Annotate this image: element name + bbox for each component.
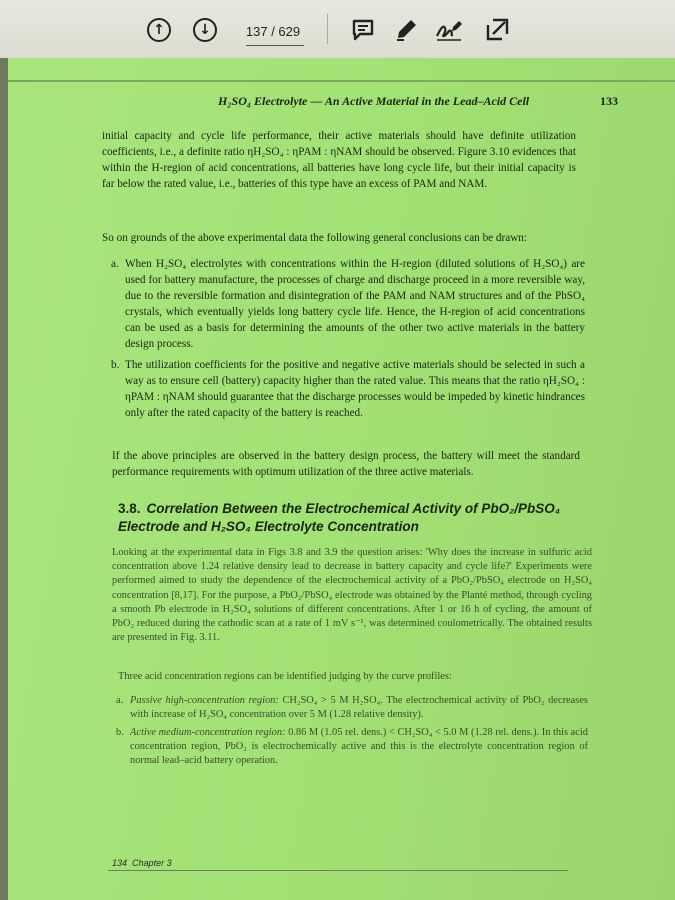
running-head-page-number: 133: [600, 94, 618, 108]
section-number: 3.8.: [118, 501, 141, 516]
list-text: The utilization coefficients for the positive and negative active materials should be selected in such a way as to ensure cell (battery) capacity higher than the rated value. This means that the ratio ηH₂SO₄ : ηPAM : ηNAM should guarantee that the discharge processes would be impeded by kinetic hindrances only after the rated capacity of the battery is reached.: [125, 359, 585, 419]
page-counter-underline: [246, 45, 304, 46]
page-counter[interactable]: [232, 20, 314, 42]
viewer-toolbar: [0, 0, 675, 58]
total-pages: / 629: [271, 23, 301, 39]
region-item: [116, 694, 588, 722]
list-marker: b.: [111, 359, 120, 371]
list-marker: a.: [111, 258, 119, 270]
section-paragraph: Looking at the experimental data in Figs 3.8 and 3.9 the question arises: 'Why does the increase in sulfuric acid concentration above 1.24 relative density lead to decrease in battery capacity and cycle life?' Experiments were performed aimed to study the dependence of the electrochemical activity of a PbO₂/PbSO₄ electrode on H₂SO₄ concentration [8,17]. For the purpose, a PbO₂/PbSO₄ electrode was obtained by the Planté method, through cycling a smooth Pb electrode in H₂SO₄ solutions of different concentrations. After 1 or 16 h of cycling, the amount of PbO₂ reduced during the cathodic scan at a rate of 1 mV s⁻¹, was determined coulometrically. The obtained results are presented in Fig. 3.11.: [112, 547, 592, 644]
region-label: Passive high-concentration region:: [130, 695, 279, 706]
arrow-up-circle-icon[interactable]: ↑: [147, 18, 171, 42]
list-marker: b.: [116, 727, 124, 738]
regions-lead: Three acid concentration regions can be identified judging by the curve profiles:: [118, 671, 452, 682]
list-text: When H₂SO₄ electrolytes with concentrations within the H-region (diluted solutions of H₂SO₄) are used for battery manufacture, the processes of charge and discharge proceed in a more reversible way, due to the reversible formation and disintegration of the PAM and NAM structures and of the PbSO₄ crystals, which eventually yields long battery cycle life. Hence, the H-region of acid concentrations can be used as a basis for determining the amounts of the other two active materials in the battery design process.: [125, 258, 585, 350]
export-icon[interactable]: [483, 16, 511, 44]
signature-icon[interactable]: [435, 16, 463, 44]
region-text: 0.86 M (1.05 rel. dens.) < CH₂SO₄ < 5.0 M (1.28 rel. dens.). In this acid concentration region, PbO₂ is electrochemically active and this is the electrolyte concentration region of normal lead–acid battery operation.: [130, 727, 588, 767]
list-marker: a.: [116, 695, 124, 706]
footer-page-number: 134: [112, 858, 128, 868]
toolbar-separator: [327, 14, 328, 44]
footer-chapter: Chapter 3: [132, 858, 172, 868]
principles-paragraph: If the above principles are observed in the battery design process, the battery will meet the standard performance requirements with optimum utilization of the three active materials.: [112, 450, 580, 478]
region-text: CH₂SO₄ > 5 M H₂SO₄. The electrochemical activity of PbO₂ decreases with increase of H₂SO₄ concentration over 5 M (1.28 relative density).: [130, 695, 588, 721]
section-heading: [118, 500, 598, 536]
conclusion-item: [111, 256, 585, 352]
current-page[interactable]: 137: [245, 23, 268, 39]
section-title: Correlation Between the Electrochemical Activity of PbO₂/PbSO₄ Electrode and H₂SO₄ Electrolyte Concentration: [118, 501, 561, 534]
running-head-title: H₂SO₄ Electrolyte — An Active Material in the Lead–Acid Cell: [218, 94, 530, 108]
region-label: Active medium-concentration region:: [130, 727, 286, 738]
region-item: [116, 726, 588, 769]
next-page-header: [112, 858, 172, 868]
page-top-rule: [8, 80, 675, 82]
comment-icon[interactable]: [349, 16, 377, 44]
conclusion-item: [111, 357, 585, 421]
conclusions-lead: So on grounds of the above experimental data the following general conclusions can be drawn:: [102, 232, 527, 244]
document-page: [8, 58, 675, 900]
intro-paragraph: initial capacity and cycle life performance, their active materials should have definite utilization coefficients, i.e., a definite ratio ηH₂SO₄ : ηPAM : ηNAM should be observed. Figure 3.10 evidences that within the H-region of acid concentrations, all batteries have long cycle life, but their initial capacity is far below the rated value, i.e., batteries of this type have an excess of PAM and NAM.: [102, 130, 576, 190]
footer-rule: [108, 870, 568, 871]
arrow-down-circle-icon[interactable]: ↓: [193, 18, 217, 42]
pen-icon[interactable]: [392, 16, 420, 44]
running-head: [218, 94, 618, 109]
